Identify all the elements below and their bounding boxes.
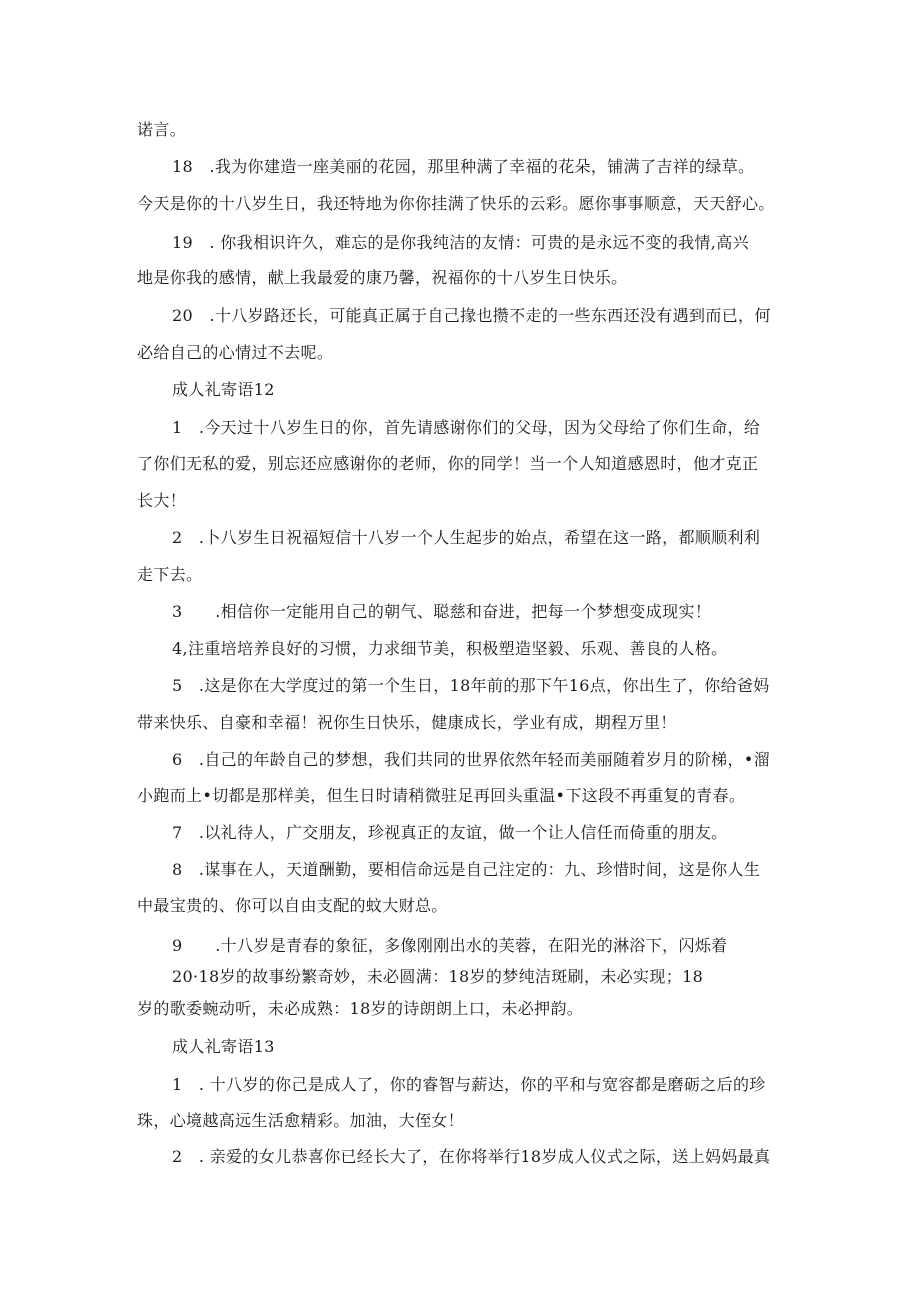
text-line: 5 .这是你在大学度过的第一个生日，18年前的那下午16点，你出生了，你给爸妈 — [172, 676, 770, 695]
text-line: 20·18岁的故事纷繁奇妙，未必圆满：18岁的梦纯洁斑刷，未必实现；18 — [172, 967, 704, 986]
text-line: 1 . 十八岁的你己是成人了，你的睿智与薪达，你的平和与宽容都是磨砺之后的珍 — [172, 1075, 766, 1094]
text-line: 地是你我的感情，献上我最爱的康乃馨，祝福你的十八岁生日快乐。 — [137, 268, 628, 287]
text-line: 1 .今天过十八岁生日的你，首先请感谢你们的父母，因为父母给了你们生命，给 — [172, 418, 761, 437]
text-line: 必给自己的心情过不去呢。 — [137, 343, 334, 362]
text-line: 19 . 你我相识许久，难忘的是你我纯洁的友情：可贵的是永远不变的我情,高兴 — [172, 233, 749, 252]
text-line: 带来快乐、自豪和幸福！祝你生日快乐，健康成长，学业有成，期程万里！ — [137, 713, 677, 732]
text-line: 小跑而上•切都是那样美，但生日时请稍微驻足再回头重温•下这段不再重复的青春。 — [137, 786, 746, 805]
text-line: 6 .自己的年龄自己的梦想，我们共同的世界依然年轻而美丽随着岁月的阶梯，•溜 — [172, 750, 771, 769]
text-line: 8 .谋事在人，天道酬勤，要相信命远是自己注定的：九、珍惜时间，这是你人生 — [172, 860, 761, 879]
text-line: 9 .十八岁是青春的象征，多像刚刚出水的芙蓉，在阳光的淋浴下，闪烁着 — [172, 936, 728, 955]
text-line: 岁的歌委蜿动听，未必成熟：18岁的诗朗朗上口，未必押韵。 — [137, 999, 584, 1018]
text-line: 2 .卜八岁生日祝福短信十八岁一个人生起步的始点，希望在这一路，都顺顺利利 — [172, 528, 761, 547]
text-line: 18 .我为你建造一座美丽的花园，那里种满了幸福的花朵，铺满了吉祥的绿草。 — [172, 157, 755, 176]
section-heading: 成人礼寄语13 — [172, 1037, 275, 1056]
text-line: 走下去。 — [137, 565, 203, 584]
text-line: 长大！ — [137, 491, 187, 510]
section-heading: 成人礼寄语12 — [172, 380, 275, 399]
text-line: 珠，心境越高远生活愈精彩。加油，大侄女！ — [137, 1111, 465, 1130]
text-line: 中最宝贵的、你可以自由支配的蚊大财总。 — [137, 896, 448, 915]
text-line: 诺言。 — [137, 120, 187, 139]
text-line: 7 .以礼待人，广交朋友，珍视真正的友谊，做一个让人信任而倚重的朋友。 — [172, 823, 728, 842]
text-line: 2 . 亲爱的女儿恭喜你已经长大了，在你将举行18岁成人仪式之际，送上妈妈最真 — [172, 1147, 771, 1166]
text-line: 了你们无私的爱，别忘还应感谢你的老师，你的同学！当一个人知道感恩时，他才克正 — [137, 454, 759, 473]
text-line: 今天是你的十八岁生日，我还特地为你你挂满了快乐的云彩。愿你事事顺意，天天舒心。 — [137, 194, 775, 213]
text-line: 20 .十八岁路还长，可能真正属于自己掾也攒不走的一些东西还没有遇到而已，何 — [172, 306, 771, 325]
text-line: 4,注重培培养良好的习惯，力求细节美，积极塑造坚毅、乐观、善良的人格。 — [172, 639, 728, 658]
text-line: 3 .相信你一定能用自己的朝气、聪慈和奋进，把每一个梦想变成现实！ — [172, 602, 712, 621]
